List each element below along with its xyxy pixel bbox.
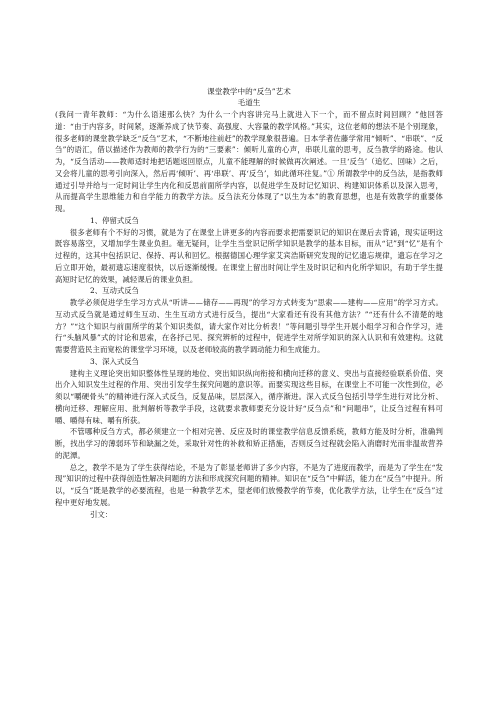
paragraph-section-1: 很多老师有个不好的习惯，就是为了在课堂上讲更多的内容而要求把需要识记的知识在课后去背诵，现实证明这既容易落空，又增加学生课业负担。毫无疑问，让学生当堂识记所学知识是教学的基本目标，而从“记”到“忆”是有个过程的，这其中包括识记、保持、再认和回忆。根据德国心理学家艾宾浩斯研究发现的记忆遗忘规律，遗忘在学习之后立即开始，最初遗忘速度很快，以后逐渐缓慢。在课堂上留出时间让学生及时识记和内化所学知识，有助于学生提高短时记忆的效果，减轻课后的课业负担。: [55, 227, 443, 284]
paragraph-conclusion: 总之，教学不是为了学生获得结论，不是为了彰显老师讲了多少内容，不是为了进度而教学，而是为了学生在“发现”知识的过程中获得创造性解决问题的方法和形成探究问题的精神。知识在“反刍”中鲜活，能力在“反刍”中提升。所以，“反刍”既是教学的必要流程，也是一种教学艺术，望老师们放慢教学的节奏，优化教学方法，让学生在“反刍”过程中更好地发展。: [55, 462, 443, 507]
section-heading-2: 2、互动式反刍: [90, 286, 140, 296]
article-author: 毛道生: [237, 98, 261, 107]
references-label: 引文：: [90, 509, 113, 519]
paragraph-section-3: 建构主义理论突出知识整体性呈现的地位、突出知识纵向衔接和横向迁移的意义、突出与直接经验联系价值、突出介入知识发生过程的作用、突出引发学生探究问题的意识等。而要实现这些目标，在课堂上不可能一次性到位，必须以“嚼硬骨头”的精神进行深入式反刍，反复品味，层层深入，循序渐进。深入式反刍包括引导学生进行对比分析、横向迁移、理解应用、批判解析等教学手段，这就要求教师要充分设计好“反刍点”和“问题串”，让反刍过程有料可嚼、嚼得有味、嚼有所获。: [55, 368, 443, 425]
article-title: 课堂教学中的“反刍”艺术: [207, 87, 291, 96]
paragraph-section-2: 教学必须促进学生学习方式从“听讲——储存——再现”的学习方式转变为“思索——建构——应用”的学习方式。互动式反刍就是通过师生互动、生生互动方式进行反刍，提出“大家看还有没有其他方法？”“还有什么不清楚的地方？”“这个知识与前面所学的某个知识类似，请大家作对比分析表！”等问题引导学生开展小组学习和合作学习，进行“头脑风暴”式的讨论和思索，在各抒己见、探究辨析的过程中，促进学生对所学知识的深入认识和有效建构。这就需要营造民主而宽松的课堂学习环境，以及老师较高的教学调动能力和生成能力。: [55, 298, 443, 354]
section-heading-3: 3、深入式反刍: [90, 356, 140, 366]
paragraph-feedback: 不管哪种反刍方式，都必须建立一个相对完善、反应及时的课堂教学信息反馈系统，教师方能及时分析，准确判断，找出学习的薄弱环节和缺漏之处，采取针对性的补救和矫正措施，否则反刍过程就会陷入消磨时光而非温故营养的泥潭。: [55, 427, 443, 460]
paragraph-intro: (我问一青年教师：“为什么语速那么快？为什么一个内容讲完马上就进入下一个，而不留点时间回顾？”他回答道：“由于内容多，时间紧，逐渐养成了快节奏、高强度、大容量的教学风格。”其实，这位老师的想法不是个别现象，很多老师的课堂教学缺乏“反刍”艺术，“不断地往前赶”的教学现象很普遍。日本学者佐藤学常用“倾听”、“串联”、“反刍”的语汇，借以描述作为教师的教学行为的“三要素”：倾听儿童的心声，串联儿童的思考，反刍教学的路途。他认为，“反刍活动——教师适时地把话题返回原点，儿童不能理解的时候做再次阐述。一旦‘反刍’（追忆、回味）之后，又会将儿童的思考引向深入，然后再‘倾听’、再‘串联’、再‘反刍’，如此循环往复。”① 所谓教学中的反刍法，是指教师通过引导并给与一定时间让学生内化和反思前面所学内容，以促进学生及时记忆知识、构建知识体系以及深入思考，从而提高学生思维能力和自学能力的教学方法。反刍法充分体现了“以生为本”的教育思想，也是有效教学的重要体现。: [55, 110, 443, 213]
section-heading-1: 1、停留式反刍: [90, 215, 140, 225]
